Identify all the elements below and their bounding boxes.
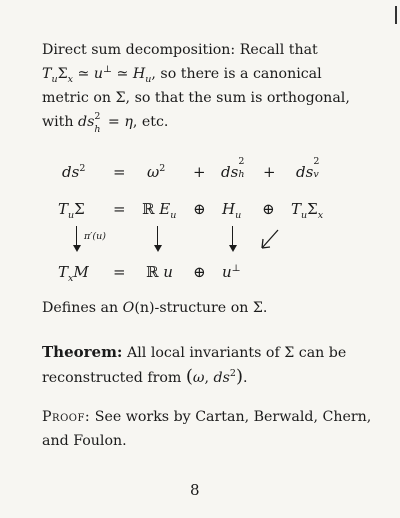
projection-map-label: π′(u) (84, 231, 106, 242)
proof-line-1: Proof: See works by Cartan, Berwald, Chern, (42, 409, 372, 425)
intro-line-4: with ds 2 h = η, etc. (42, 111, 169, 135)
projection-arrow-head (73, 245, 81, 252)
diagram-row1-omega: $\omega^2$ (147, 163, 166, 181)
proof-line-2: and Foulon. (42, 433, 127, 449)
page-number: 8 (190, 481, 200, 499)
diagram-row2-oplus1: ⊕ (193, 200, 206, 218)
theorem-label: Theorem: (42, 343, 123, 361)
theorem-line-1: Theorem: All local invariants of Σ can be (42, 343, 347, 361)
diagram-row2-TuSx: $T_u\Sigma_x$ (291, 200, 324, 221)
diagram-row4-uperp: u⊥ (222, 263, 241, 281)
defines-line: Defines an O(n)-structure on Σ. (42, 300, 268, 316)
REu-down-arrow-head (154, 245, 162, 252)
diagram-row1-dsh: ds 2 h (221, 156, 245, 181)
diagram-row4-oplus: ⊕ (193, 263, 206, 281)
Hu-down-arrow-shaft (232, 226, 233, 246)
diagram-row2-Hu: $H_u$ (222, 200, 242, 221)
diagram-row4-eq: = (113, 263, 126, 281)
diagram-row1-plus1: + (193, 163, 206, 181)
theorem-block (42, 340, 372, 390)
diagram-row1-lhs: $ds^2$ (62, 163, 86, 181)
diagram-row1-plus2: + (263, 163, 276, 181)
diagram-row1-dsv: ds 2 v (296, 156, 320, 181)
proof-block (42, 405, 372, 453)
diagram-row2-eq: = (113, 200, 126, 218)
REu-down-arrow-shaft (157, 226, 158, 246)
theorem-line-2: reconstructed from (ω, $ds^2$). (42, 366, 248, 387)
intro-line-1: Direct sum decomposition: Recall that (42, 42, 318, 58)
Hu-down-arrow-head (229, 245, 237, 252)
diagram-row1-eq: = (113, 163, 126, 181)
diagram-row2-REu: ℝ $E_u$ (142, 200, 177, 221)
intro-line-3: metric on Σ, so that the sum is orthogonal, (42, 90, 350, 106)
projection-arrow-shaft (76, 226, 77, 246)
diagram-row2-lhs: $T_u\Sigma$ (58, 200, 85, 221)
diagram-row4-Ru: ℝ u (146, 263, 173, 281)
intro-line-2: $T_u\Sigma_x$ ≃ u⊥ ≃ $H_u$, so there is a canonical (42, 64, 322, 85)
diagonal-arrow (256, 226, 286, 256)
proof-label: Proof: (42, 409, 91, 425)
diagram-row2-oplus2: ⊕ (262, 200, 275, 218)
diagram-row4-lhs: $T_xM$ (58, 263, 89, 284)
